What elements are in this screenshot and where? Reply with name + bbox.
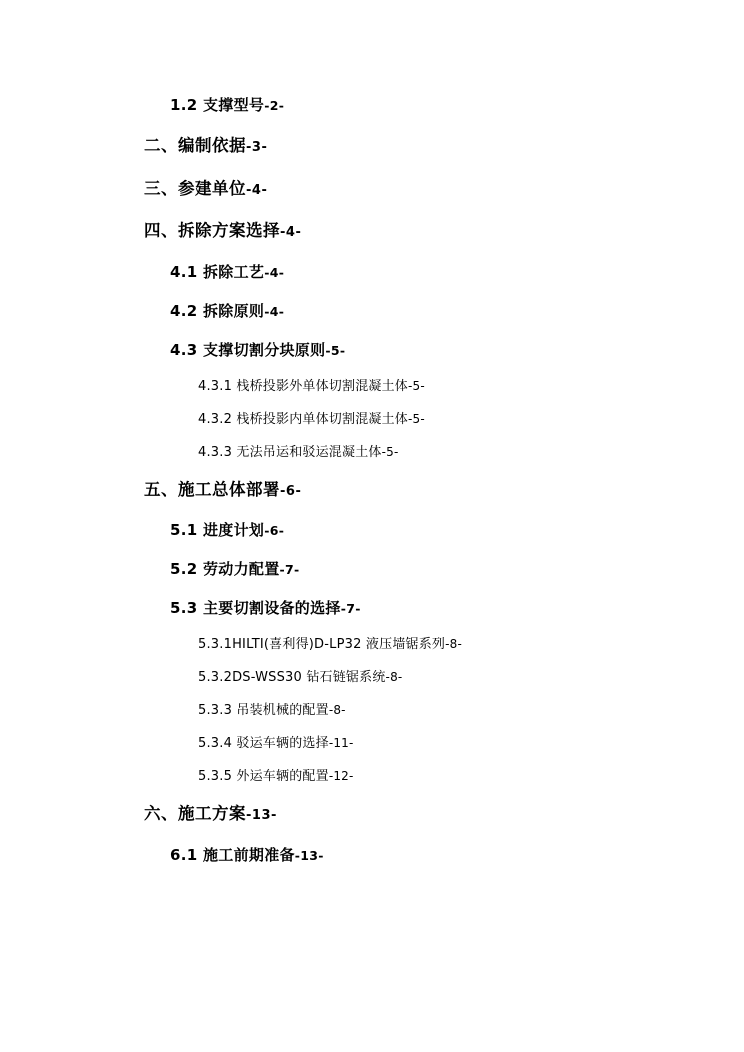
toc-entry[interactable] bbox=[170, 550, 672, 589]
toc-entry-page: -3- bbox=[246, 140, 268, 155]
toc-entry[interactable] bbox=[144, 125, 672, 168]
toc-entry[interactable] bbox=[170, 86, 672, 125]
toc-entry-page: -7- bbox=[340, 601, 361, 616]
toc-entry-title: 五、施工总体部署 bbox=[144, 479, 280, 499]
toc-entry[interactable] bbox=[144, 793, 672, 836]
toc-entry-page: -2- bbox=[264, 98, 285, 113]
toc-entry-page: -8- bbox=[445, 637, 463, 651]
table-of-contents bbox=[0, 86, 744, 875]
toc-entry-page: -5- bbox=[408, 411, 425, 426]
toc-entry-page: -8- bbox=[385, 670, 403, 684]
toc-entry-title: 5.2 劳动力配置 bbox=[170, 560, 280, 578]
toc-entry[interactable] bbox=[170, 253, 672, 292]
toc-entry-page: -6- bbox=[280, 483, 302, 499]
toc-entry-title: 4.3.1 栈桥投影外单体切割混凝土体 bbox=[198, 378, 409, 394]
toc-entry-page: -12- bbox=[328, 769, 354, 783]
toc-entry[interactable] bbox=[144, 469, 672, 512]
toc-entry-page: -6- bbox=[264, 523, 285, 538]
toc-entry-title: 4.3.3 无法吊运和驳运混凝土体 bbox=[198, 444, 382, 460]
toc-entry-title: 5.3.1HILTI(喜利得)D-LP32 液压墙锯系列 bbox=[198, 637, 446, 652]
toc-entry-page: -4- bbox=[264, 303, 285, 319]
toc-entry[interactable] bbox=[198, 661, 672, 694]
toc-entry-page: -4- bbox=[264, 264, 285, 280]
toc-entry-title: 5.3.2DS-WSS30 钻石链锯系统 bbox=[198, 670, 386, 685]
toc-entry-page: -8- bbox=[328, 703, 346, 717]
toc-entry[interactable] bbox=[170, 589, 672, 628]
toc-entry-page: -5- bbox=[381, 444, 399, 459]
toc-entry[interactable] bbox=[198, 694, 672, 727]
toc-entry-title: 5.3 主要切割设备的选择 bbox=[170, 599, 341, 617]
toc-entry[interactable] bbox=[144, 210, 672, 253]
toc-entry[interactable] bbox=[198, 628, 672, 661]
toc-entry[interactable] bbox=[198, 727, 672, 760]
toc-entry-title: 六、施工方案 bbox=[144, 804, 246, 823]
toc-entry-title: 6.1 施工前期准备 bbox=[170, 845, 295, 864]
toc-entry[interactable] bbox=[198, 436, 672, 469]
toc-entry-title: 三、参建单位 bbox=[144, 178, 246, 198]
toc-entry[interactable] bbox=[144, 168, 672, 211]
toc-entry-title: 5.3.4 驳运车辆的选择 bbox=[198, 736, 329, 751]
toc-entry-title: 四、拆除方案选择 bbox=[144, 221, 280, 240]
toc-entry-title: 二、编制依据 bbox=[144, 136, 246, 155]
toc-entry-title: 5.3.3 吊装机械的配置 bbox=[198, 703, 329, 718]
toc-entry-page: -5- bbox=[325, 342, 346, 358]
toc-entry[interactable] bbox=[198, 403, 672, 436]
toc-entry-page: -7- bbox=[279, 562, 300, 577]
toc-entry-page: -4- bbox=[280, 225, 302, 240]
toc-entry-title: 5.3.5 外运车辆的配置 bbox=[198, 769, 329, 784]
toc-entry-page: -13- bbox=[246, 808, 277, 823]
toc-entry[interactable] bbox=[170, 331, 672, 370]
toc-entry-page: -4- bbox=[246, 182, 268, 198]
toc-entry[interactable] bbox=[170, 292, 672, 331]
toc-entry-page: -13- bbox=[294, 847, 324, 863]
toc-entry-page: -11- bbox=[328, 736, 354, 750]
toc-entry-page: -5- bbox=[408, 378, 425, 393]
toc-entry-title: 1.2 支撑型号 bbox=[170, 96, 265, 114]
toc-entry[interactable] bbox=[170, 836, 672, 875]
toc-entry-title: 5.1 进度计划 bbox=[170, 521, 265, 539]
toc-entry-title: 4.3.2 栈桥投影内单体切割混凝土体 bbox=[198, 411, 409, 427]
toc-entry-title: 4.2 拆除原则 bbox=[170, 301, 265, 320]
toc-entry-title: 4.1 拆除工艺 bbox=[170, 262, 265, 281]
toc-entry[interactable] bbox=[198, 760, 672, 793]
toc-entry-title: 4.3 支撑切割分块原则 bbox=[170, 340, 326, 359]
toc-entry[interactable] bbox=[170, 511, 672, 550]
toc-entry[interactable] bbox=[198, 370, 672, 403]
